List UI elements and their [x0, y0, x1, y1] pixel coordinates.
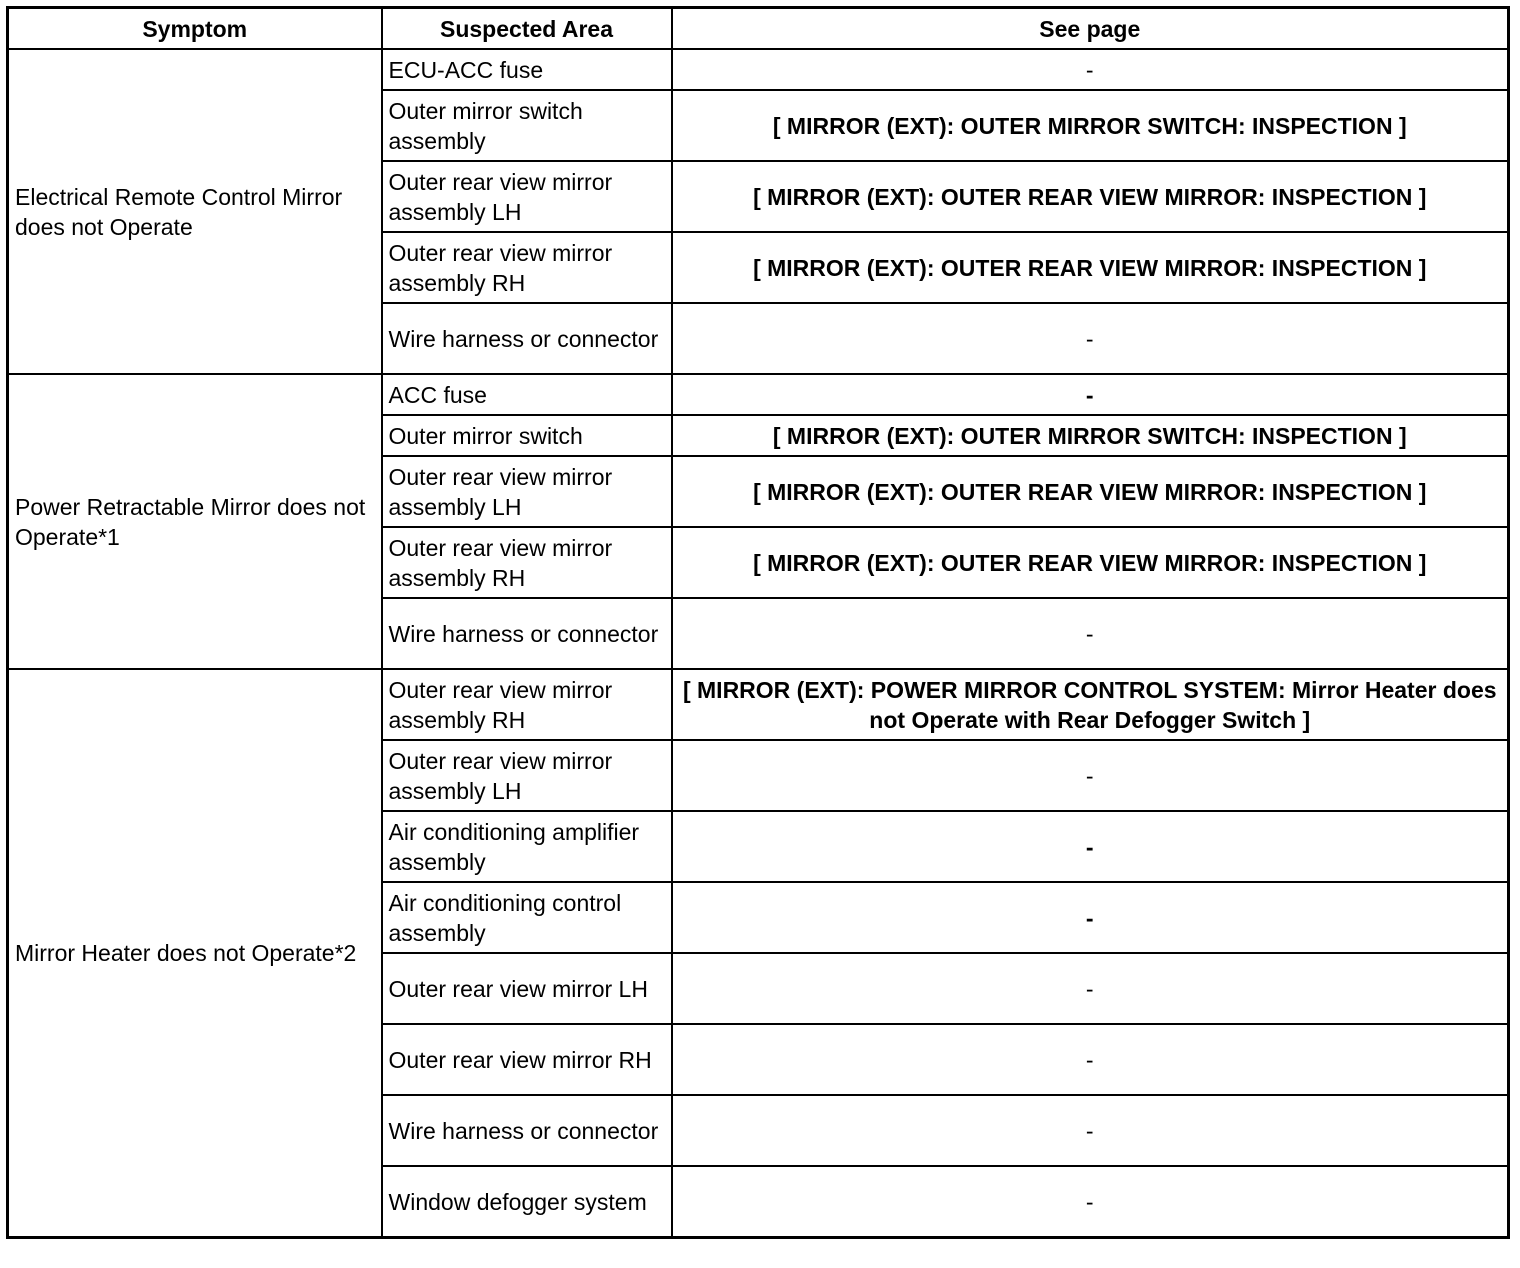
see-page-cell: -: [672, 1166, 1509, 1238]
suspected-area-cell: Outer rear view mirror assembly LH: [382, 456, 672, 527]
see-page-cell: -: [672, 1095, 1509, 1166]
see-page-cell: -: [672, 953, 1509, 1024]
suspected-area-cell: Outer rear view mirror LH: [382, 953, 672, 1024]
see-page-cell: -: [672, 303, 1509, 374]
see-page-link[interactable]: [ MIRROR (EXT): OUTER MIRROR SWITCH: INSPECTION ]: [672, 90, 1509, 161]
header-row: [8, 8, 1509, 50]
see-page-link[interactable]: [ MIRROR (EXT): OUTER REAR VIEW MIRROR: INSPECTION ]: [672, 161, 1509, 232]
suspected-area-cell: Outer rear view mirror assembly RH: [382, 527, 672, 598]
see-page-cell: -: [672, 598, 1509, 669]
suspected-area-cell: Outer rear view mirror RH: [382, 1024, 672, 1095]
see-page-link[interactable]: [ MIRROR (EXT): OUTER REAR VIEW MIRROR: INSPECTION ]: [672, 232, 1509, 303]
suspected-area-cell: Outer rear view mirror assembly LH: [382, 740, 672, 811]
symptom-cell: Power Retractable Mirror does not Operate*1: [8, 374, 382, 669]
suspected-area-cell: Outer rear view mirror assembly LH: [382, 161, 672, 232]
suspected-area-cell: Air conditioning control assembly: [382, 882, 672, 953]
suspected-area-cell: Outer rear view mirror assembly RH: [382, 669, 672, 740]
symptom-cell: Electrical Remote Control Mirror does not Operate: [8, 49, 382, 374]
see-page-link[interactable]: [ MIRROR (EXT): OUTER MIRROR SWITCH: INSPECTION ]: [672, 415, 1509, 456]
see-page-cell: -: [672, 49, 1509, 90]
suspected-area-cell: Outer mirror switch: [382, 415, 672, 456]
see-page-cell: -: [672, 882, 1509, 953]
see-page-cell: -: [672, 1024, 1509, 1095]
suspected-area-cell: Air conditioning amplifier assembly: [382, 811, 672, 882]
table-row: [8, 669, 1509, 740]
table-row: [8, 374, 1509, 415]
suspected-area-cell: Wire harness or connector: [382, 1095, 672, 1166]
see-page-cell: -: [672, 811, 1509, 882]
suspected-area-cell: ECU-ACC fuse: [382, 49, 672, 90]
header-suspected-area: Suspected Area: [382, 8, 672, 50]
problem-symptoms-table: [6, 6, 1510, 1239]
see-page-link[interactable]: [ MIRROR (EXT): OUTER REAR VIEW MIRROR: INSPECTION ]: [672, 527, 1509, 598]
see-page-cell: -: [672, 374, 1509, 415]
header-symptom: Symptom: [8, 8, 382, 50]
see-page-link[interactable]: [ MIRROR (EXT): POWER MIRROR CONTROL SYSTEM: Mirror Heater does not Operate with Rear Defogger Switch ]: [672, 669, 1509, 740]
suspected-area-cell: Window defogger system: [382, 1166, 672, 1238]
suspected-area-cell: ACC fuse: [382, 374, 672, 415]
suspected-area-cell: Outer mirror switch assembly: [382, 90, 672, 161]
symptom-cell: Mirror Heater does not Operate*2: [8, 669, 382, 1238]
suspected-area-cell: Wire harness or connector: [382, 598, 672, 669]
suspected-area-cell: Outer rear view mirror assembly RH: [382, 232, 672, 303]
table-row: [8, 49, 1509, 90]
see-page-link[interactable]: [ MIRROR (EXT): OUTER REAR VIEW MIRROR: INSPECTION ]: [672, 456, 1509, 527]
see-page-cell: -: [672, 740, 1509, 811]
header-see-page: See page: [672, 8, 1509, 50]
suspected-area-cell: Wire harness or connector: [382, 303, 672, 374]
